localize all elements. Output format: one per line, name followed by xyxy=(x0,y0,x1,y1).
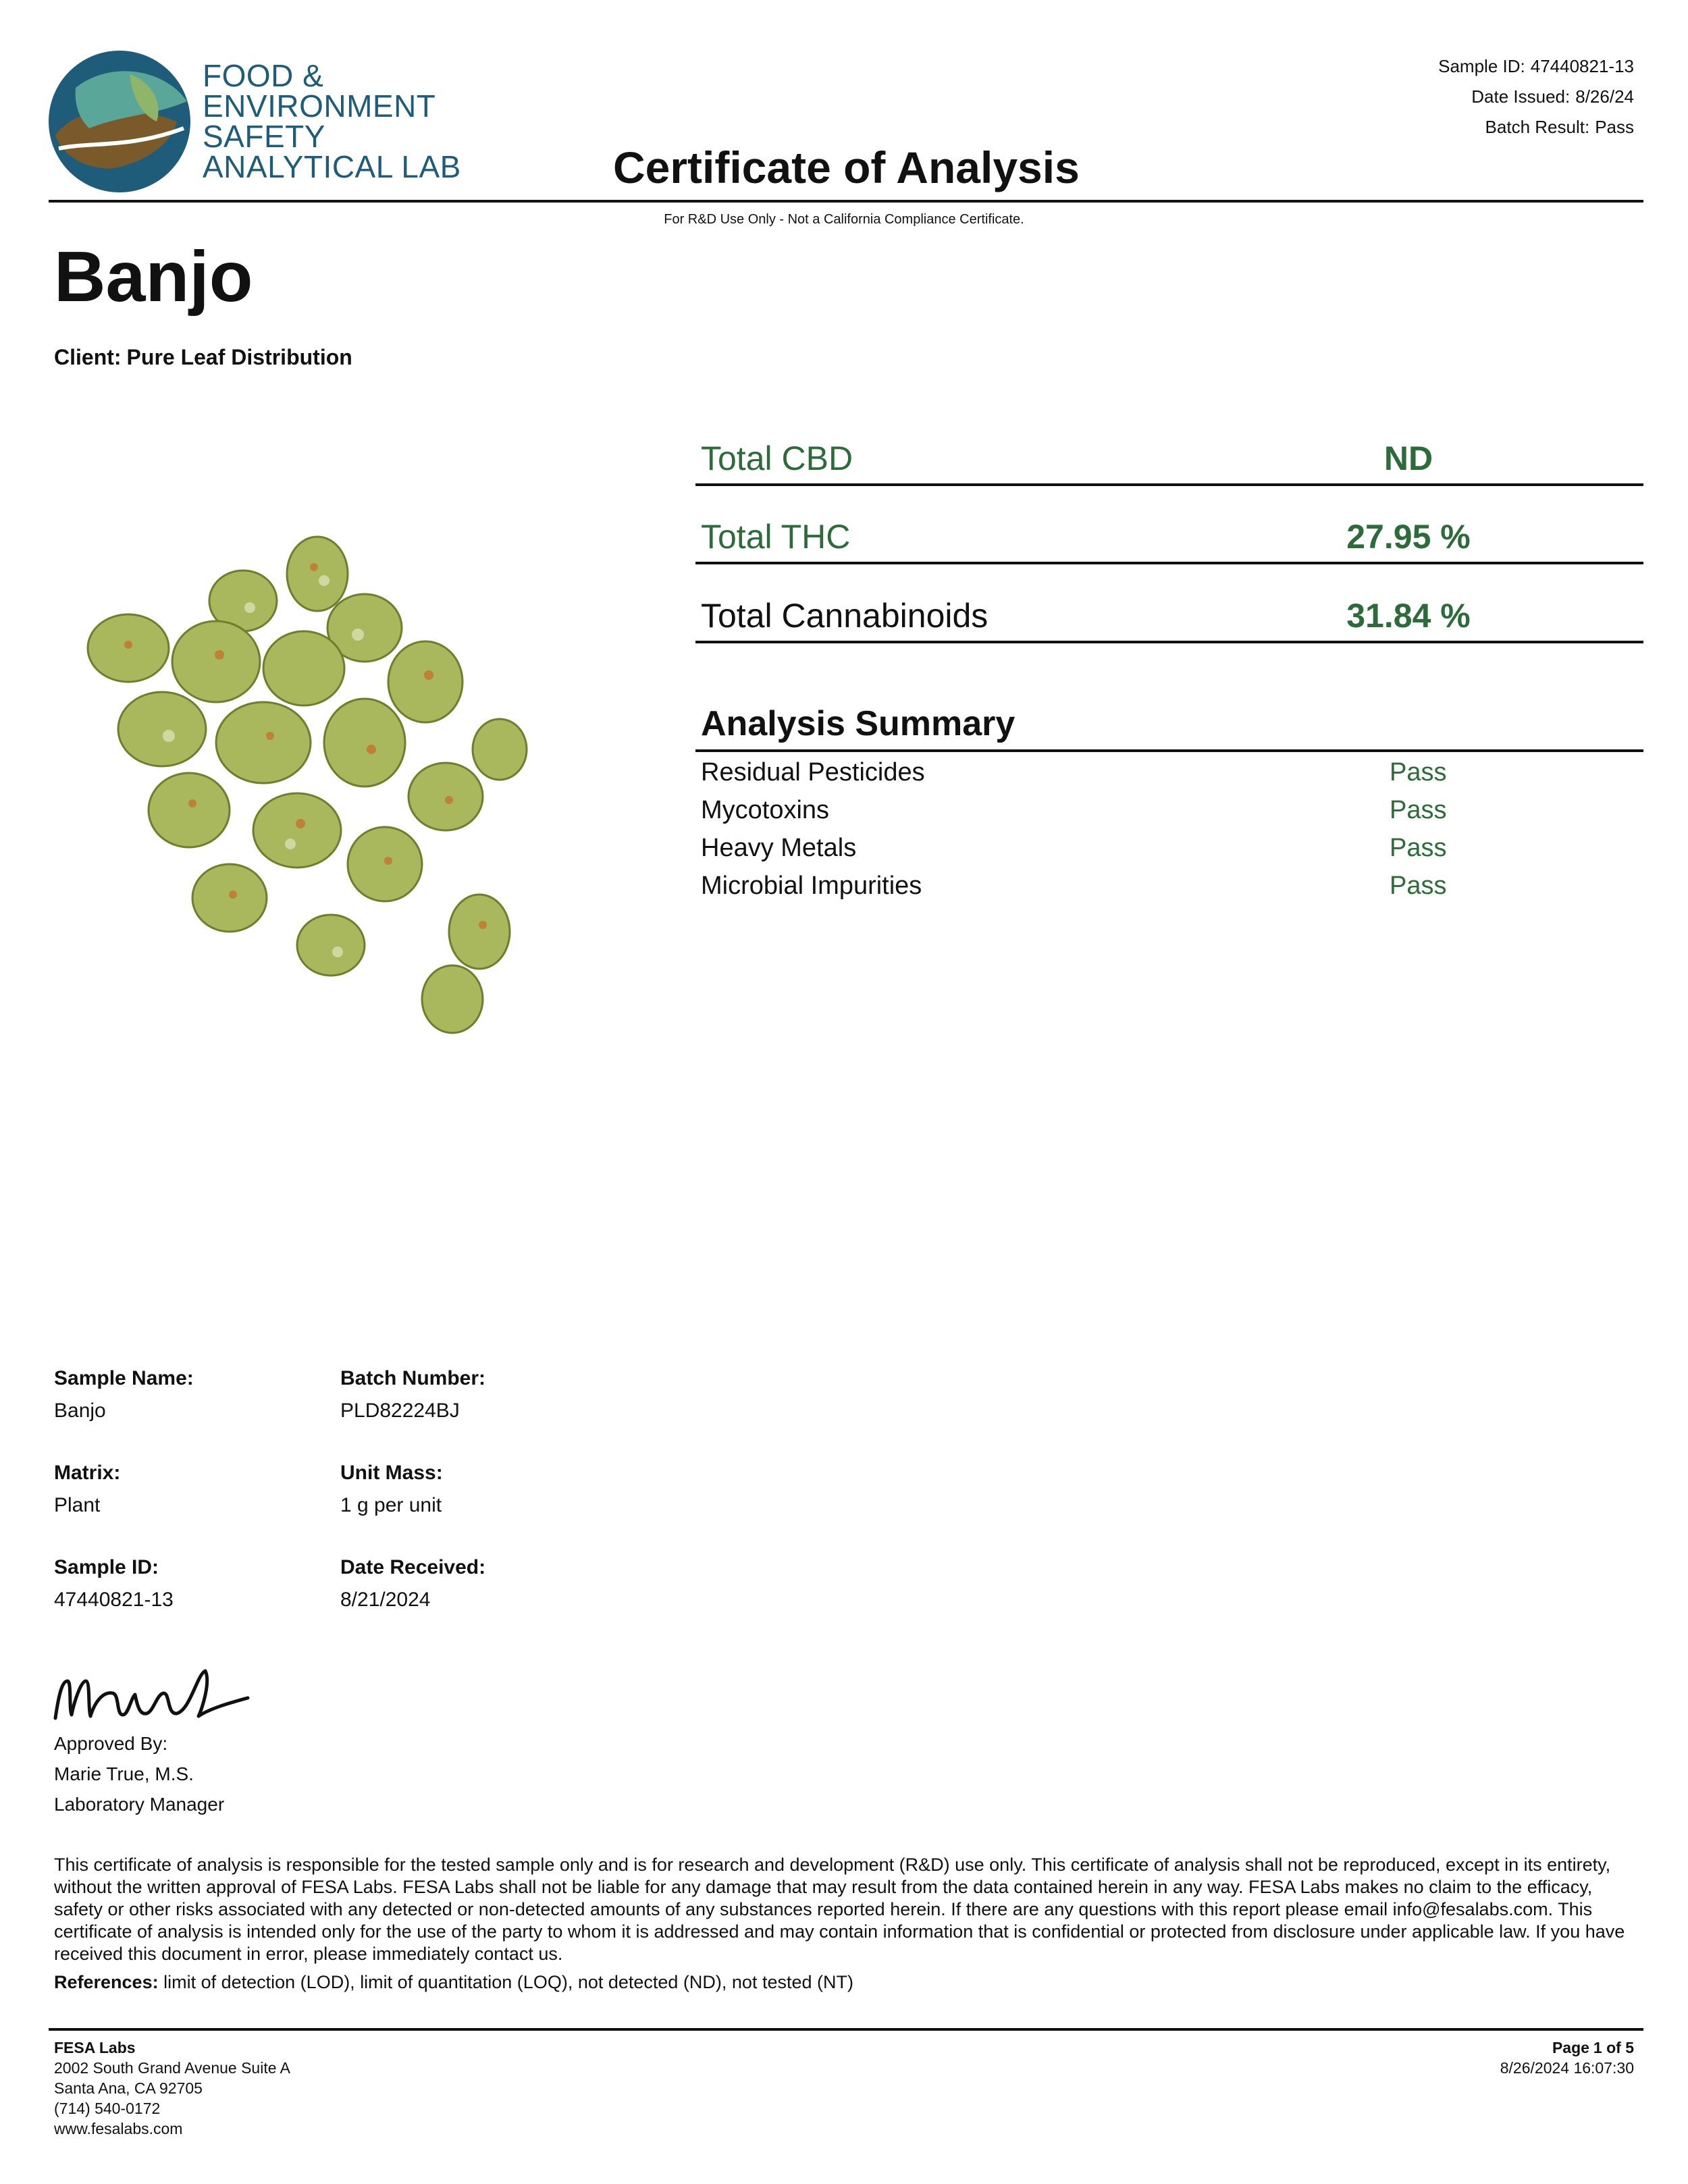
summary-item xyxy=(701,791,1639,829)
meta-batch-result xyxy=(1438,112,1634,142)
approver-name: Marie True, M.S. xyxy=(54,1763,194,1784)
meta-batch-result-value: Pass xyxy=(1595,117,1634,137)
info-batch-number-label: Batch Number: xyxy=(340,1367,486,1389)
total-cannabinoids-row xyxy=(695,569,1643,643)
analysis-summary-list xyxy=(701,753,1639,905)
info-unit-mass-value: 1 g per unit xyxy=(340,1494,442,1516)
summary-item-result: Pass xyxy=(1390,872,1447,900)
page-number-value: 1 of 5 xyxy=(1593,2039,1634,2056)
info-sample-id-value: 47440821-13 xyxy=(54,1589,174,1611)
info-sample-name-value: Banjo xyxy=(54,1400,106,1422)
summary-item-result: Pass xyxy=(1390,758,1447,787)
info-unit-mass xyxy=(340,1460,443,1519)
meta-date-issued-label: Date Issued: xyxy=(1471,86,1571,107)
meta-date-issued xyxy=(1438,82,1634,112)
client-line xyxy=(54,345,352,370)
analysis-summary-divider xyxy=(695,749,1643,752)
approval-block xyxy=(54,1728,224,1819)
meta-batch-result-label: Batch Result: xyxy=(1485,117,1590,137)
info-date-received-label: Date Received: xyxy=(340,1556,486,1578)
footer-company: FESA Labs xyxy=(54,2039,136,2056)
page-number-label: Page xyxy=(1552,2039,1589,2056)
summary-item xyxy=(701,867,1639,905)
meta-sample-id xyxy=(1438,51,1634,82)
info-date-received xyxy=(340,1554,485,1614)
total-thc-label: Total THC xyxy=(701,518,851,556)
summary-item-result: Pass xyxy=(1390,834,1447,862)
summary-item-label: Residual Pesticides xyxy=(701,758,925,787)
approved-by-label: Approved By: xyxy=(54,1733,168,1754)
footer-address xyxy=(54,2037,290,2139)
disclaimer: For R&D Use Only - Not a California Compliance Certificate. xyxy=(664,212,1024,227)
client-name: Pure Leaf Distribution xyxy=(126,345,352,369)
logo-line: FOOD & xyxy=(203,58,324,93)
client-label: Client: xyxy=(54,345,122,369)
total-cbd-label: Total CBD xyxy=(701,440,853,477)
summary-item-label: Microbial Impurities xyxy=(701,872,922,900)
page-number xyxy=(1500,2037,1634,2058)
footer-website[interactable]: www.fesalabs.com xyxy=(54,2120,183,2137)
approver-role: Laboratory Manager xyxy=(54,1794,225,1815)
header-divider xyxy=(49,200,1643,203)
total-cbd-value: ND xyxy=(1383,440,1433,477)
summary-item-label: Mycotoxins xyxy=(701,796,830,824)
footer-phone: (714) 540-0172 xyxy=(54,2100,161,2117)
total-thc-row xyxy=(695,490,1643,564)
total-thc-value: 27.95 % xyxy=(1346,518,1471,556)
report-meta xyxy=(1438,51,1634,142)
info-date-received-value: 8/21/2024 xyxy=(340,1589,431,1611)
info-unit-mass-label: Unit Mass: xyxy=(340,1462,443,1484)
product-image xyxy=(47,527,560,1067)
references xyxy=(54,1971,1641,1994)
references-text: limit of detection (LOD), limit of quantitation (LOQ), not detected (ND), not tested (NT) xyxy=(163,1972,853,1992)
total-cannabinoids-value: 31.84 % xyxy=(1346,597,1471,635)
summary-item xyxy=(701,753,1639,791)
info-matrix-label: Matrix: xyxy=(54,1462,121,1484)
footer-address-line2: Santa Ana, CA 92705 xyxy=(54,2079,203,2097)
summary-item-result: Pass xyxy=(1390,796,1447,824)
lab-logo-text xyxy=(203,58,473,184)
summary-item xyxy=(701,829,1639,867)
legal-disclaimer: This certificate of analysis is responsible for the tested sample only and is for research and development (R&D) use only. This certificate of analysis shall not be reproduced, except in its entirety, without the written approval of FESA Labs. FESA Labs shall not be liable for any damage that may result from the data contained herein in any way. FESA Labs makes no claim to the efficacy, safety or other risks associated with any detected or non-detected amounts of any substances reported herein. If there are any questions with this report please email info@fesalabs.com. This certificate of analysis is intended only for the use of the party to whom it is addressed and may contain information that is confidential or protected from disclosure under applicable law. If you have received this document in error, please immediately contact us. xyxy=(54,1855,1625,1964)
footer-address-line1: 2002 South Grand Avenue Suite A xyxy=(54,2059,290,2077)
total-cannabinoids-label: Total Cannabinoids xyxy=(701,597,988,635)
meta-sample-id-value: 47440821-13 xyxy=(1530,56,1634,76)
info-sample-id xyxy=(54,1554,174,1614)
info-sample-name-label: Sample Name: xyxy=(54,1367,194,1389)
footer-page-info xyxy=(1500,2037,1634,2078)
footer-timestamp: 8/26/2024 16:07:30 xyxy=(1500,2059,1634,2077)
logo-line: SAFETY xyxy=(203,119,325,154)
logo-line: ANALYTICAL LAB xyxy=(203,149,461,184)
analysis-summary-title: Analysis Summary xyxy=(701,704,1016,743)
approver-signature xyxy=(49,1661,251,1728)
references-label: References: xyxy=(54,1972,159,1992)
info-sample-name xyxy=(54,1365,194,1424)
meta-sample-id-label: Sample ID: xyxy=(1438,56,1525,76)
footer-divider xyxy=(49,2028,1643,2031)
info-matrix xyxy=(54,1460,120,1519)
summary-item-label: Heavy Metals xyxy=(701,834,857,862)
info-sample-id-label: Sample ID: xyxy=(54,1556,159,1578)
meta-date-issued-value: 8/26/24 xyxy=(1575,86,1634,107)
info-batch-number xyxy=(340,1365,485,1424)
info-matrix-value: Plant xyxy=(54,1494,101,1516)
info-batch-number-value: PLD82224BJ xyxy=(340,1400,460,1422)
logo-line: ENVIRONMENT xyxy=(203,88,436,124)
sample-title: Banjo xyxy=(54,237,253,317)
page-title: Certificate of Analysis xyxy=(613,142,1080,192)
total-cbd-row xyxy=(695,412,1643,486)
